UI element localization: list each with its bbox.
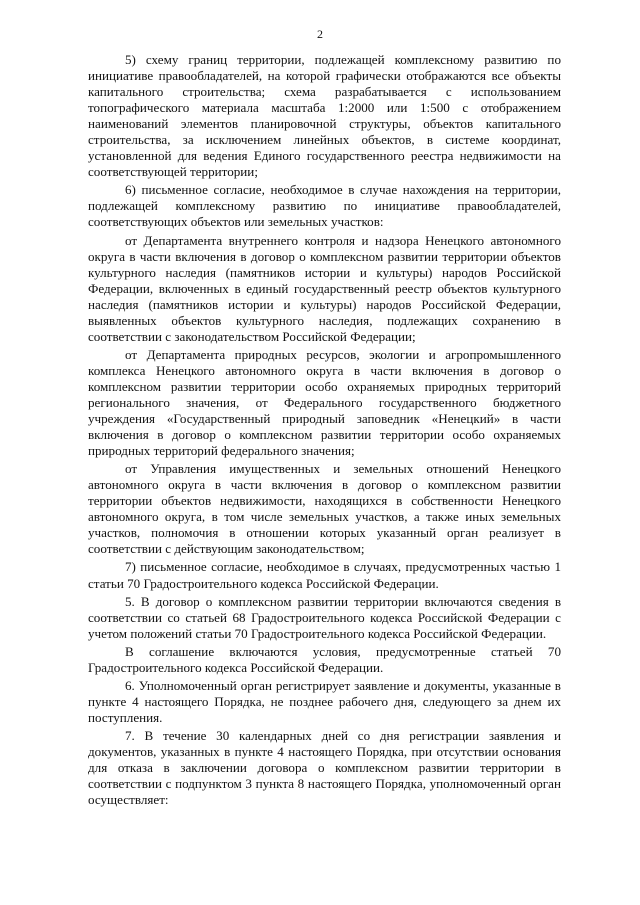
paragraph-item-7-consent: 7) письменное согласие, необходимое в случаях, предусмотренных частью 1 статьи 70 Градостроительного кодекса Российской Федерации. (88, 559, 561, 591)
paragraph-item-6-consent: 6) письменное согласие, необходимое в случае нахождения на территории, подлежащей комплексному развитию по инициативе правообладателей, соответствующих объектов или земельных участков: (88, 182, 561, 230)
paragraph-consent-property-department: от Управления имущественных и земельных отношений Ненецкого автономного округа в части включения в договор о комплексном развитии территории объектов недвижимости, находящихся в собственности Ненецкого автономного округа, в том числе земельных участков, а также иных земельных участков, полномочия в отношении которых указанный орган реализует в соответствии с действующим законодательством; (88, 461, 561, 557)
page-number: 2 (317, 27, 323, 41)
paragraph-point-5: 5. В договор о комплексном развитии территории включаются сведения в соответствии со статьей 68 Градостроительного кодекса Российской Федерации с учетом положений статьи 70 Градостроительного кодекса Российской Федерации. (88, 593, 561, 641)
paragraph-item-5-scheme: 5) схему границ территории, подлежащей комплексному развитию по инициативе правообладателей, на которой графически отображаются все объекты капитального строительства; схема разрабатывается с использованием топографического материала масштаба 1:2000 или 1:500 с отображением наименований элементов планировочной структуры, объектов капитального строительства, за исключением линейных объектов, в системе координат, установленной для ведения Единого государственного реестра недвижимости на соответствующей территории; (88, 52, 561, 180)
paragraph-point-7: 7. В течение 30 календарных дней со дня регистрации заявления и документов, указанных в пункте 4 настоящего Порядка, при отсутствии основания для отказа в заключении договора о комплексном развитии территории в соответствии с подпунктом 3 пункта 8 настоящего Порядка, уполномоченный орган осуществляет: (88, 727, 561, 808)
paragraph-point-6: 6. Уполномоченный орган регистрирует заявление и документы, указанные в пункте 4 настоящего Порядка, не позднее рабочего дня, следующего за днем их поступления. (88, 677, 561, 725)
paragraph-agreement-conditions: В соглашение включаются условия, предусмотренные статьей 70 Градостроительного кодекса Российской Федерации. (88, 643, 561, 675)
document-body (88, 52, 561, 808)
paragraph-consent-natural-resources: от Департамента природных ресурсов, экологии и агропромышленного комплекса Ненецкого автономного округа в части включения в договор о комплексном развитии территории особо охраняемых природных территорий регионального значения, от Федерального государственного бюджетного учреждения «Государственный природный заповедник «Ненецкий» в части включения в договор о комплексном развитии территории особо охраняемых природных территорий федерального значения; (88, 346, 561, 459)
paragraph-consent-internal-control: от Департамента внутреннего контроля и надзора Ненецкого автономного округа в части включения в договор о комплексном развитии территории объектов культурного наследия (памятников истории и культуры) народов Российской Федерации, включенных в единый государственный реестр объектов культурного наследия (памятников истории и культуры) народов Российской Федерации, выявленных объектов культурного наследия, подлежащих сохранению в соответствии с законодательством Российской Федерации; (88, 232, 561, 344)
